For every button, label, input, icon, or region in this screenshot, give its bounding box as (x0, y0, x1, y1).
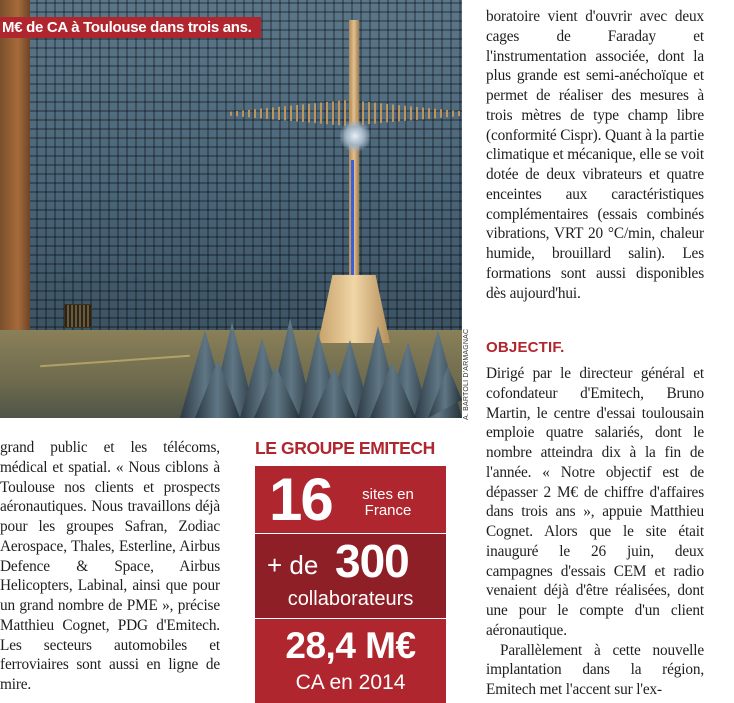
emitech-key-figures (255, 466, 446, 703)
paragraph: grand public et les télécoms, médical et spatial. « Nous ciblons à Toulouse nos clients et prospects aéronautiques. Nous travaillons déjà pour les groupes Safran, Zodiac Aerospace, Thales, Esterline, Airbus Defence & Space, Airbus Helicopters, Labinal, ainsi que pour un grand nombre de PME », précise Matthieu Cognet, PDG d'Emitech. Les secteurs automobiles et ferroviaires sont aussi en ligne de mire. (0, 439, 220, 693)
stat-staff-value: 300 (335, 535, 409, 587)
stat-revenue-label: CA en 2014 (295, 671, 406, 694)
stat-sites (255, 466, 446, 533)
stat-revenue-value: 28,4 M€ (285, 625, 416, 666)
photo-caption: M€ de CA à Toulouse dans trois ans. (0, 17, 261, 38)
stat-staff-label: collaborateurs (287, 588, 414, 610)
anechoic-chamber-photo (0, 0, 462, 418)
section-heading: OBJECTIF. (486, 339, 565, 356)
paragraph: Parallèlement à cette nouvelle implantation dans la région, Emitech met l'accent sur l'ex- (486, 641, 704, 698)
article-left-column (0, 438, 220, 695)
sidebar-title: LE GROUPE EMITECH (255, 438, 435, 458)
stat-sites-label: sites en France (362, 486, 414, 519)
stat-staff-prefix: + de (267, 550, 319, 580)
paragraph: boratoire vient d'ouvrir avec deux cages de Faraday et l'instrumentation associée, dont la plus grande est semi-anéchoïque et permet de réaliser des mesures à trois mètres de type champ libre (conformité Cispr). Quant à la partie climatique et mécanique, elle se voit dotée de deux vibrateurs et quatre enceintes aux caractéristiques complémentaires (essais combinés vibrations, VRT 20 °C/min, chaleur humide, brouillard salin). Les formations sont aussi disponibles dès aujourd'hui. (486, 8, 704, 302)
absorber-cones (0, 0, 462, 418)
paragraph: Dirigé par le directeur général et cofondateur d'Emitech, Bruno Martin, le centre d'essai toulousain emploie quatre salariés, dont le nombre atteindra dix à la fin de l'année. « Notre objectif est de dépasser 2 M€ de chiffre d'affaires dans trois ans », appuie Matthieu Cognet. Alors que le site était inauguré le 26 juin, deux campagnes d'essais CEM et radio venaient déjà d'être réalisées, dont une pour le compte d'un client aéronautique. (486, 365, 704, 639)
article-right-column-top (486, 7, 704, 303)
stat-sites-value: 16 (269, 466, 332, 533)
article-right-column-bottom (486, 364, 704, 700)
stat-staff (255, 534, 446, 618)
stat-revenue (255, 619, 446, 703)
photo-credit: A. BARTOLI D'ARMAGNAC (463, 328, 470, 420)
